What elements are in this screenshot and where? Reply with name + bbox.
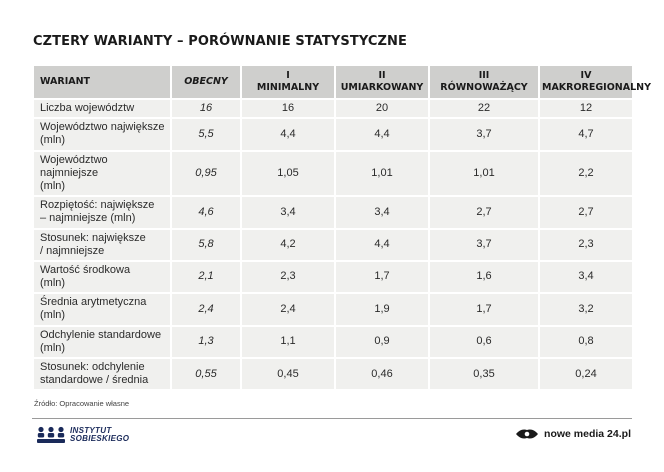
table-cell: 2,2 xyxy=(539,151,633,197)
table-cell: 4,7 xyxy=(539,118,633,150)
page-title: CZTERY WARIANTY – PORÓWNANIE STATYSTYCZNE xyxy=(33,34,407,49)
row-label-line: Stosunek: odchylenie xyxy=(40,361,145,373)
table-cell: 2,4 xyxy=(171,293,241,325)
table-row xyxy=(33,196,633,228)
table-row xyxy=(33,358,633,390)
row-label-line: (mln) xyxy=(40,277,66,290)
table-cell: 1,7 xyxy=(429,293,539,325)
table-cell: 1,9 xyxy=(335,293,429,325)
column-header xyxy=(171,65,241,99)
row-label-line: Wartość środkowa xyxy=(40,263,131,276)
table-cell: 3,4 xyxy=(539,261,633,293)
table-cell: 2,4 xyxy=(241,293,335,325)
row-label-line: Liczba województw xyxy=(40,102,135,114)
row-label-line: Odchylenie standardowe xyxy=(40,328,162,341)
row-label-line: standardowe / średnia xyxy=(40,374,149,387)
nowe-media-text: nowe media 24.pl xyxy=(544,428,631,440)
table-cell: 1,3 xyxy=(171,326,241,358)
row-label-line: Rozpiętość: największe xyxy=(40,199,155,212)
table-cell: 2,7 xyxy=(539,196,633,228)
column-header xyxy=(429,65,539,99)
column-header-line: I xyxy=(286,70,290,82)
table-cell: 2,1 xyxy=(171,261,241,293)
table-cell: 3,7 xyxy=(429,229,539,261)
row-label xyxy=(33,99,171,118)
table-cell: 3,7 xyxy=(429,118,539,150)
table-cell: 4,6 xyxy=(171,196,241,228)
table-cell: 4,2 xyxy=(241,229,335,261)
table-cell: 4,4 xyxy=(241,118,335,150)
table-cell: 0,55 xyxy=(171,358,241,390)
column-header-line: UMIARKOWANY xyxy=(340,82,424,93)
table-cell: 16 xyxy=(241,99,335,118)
column-header-line: III xyxy=(478,70,490,82)
table-cell: 4,4 xyxy=(335,118,429,150)
row-label-line: – najmniejsze (mln) xyxy=(40,212,136,225)
column-header-line: MAKROREGIONALNY xyxy=(542,82,651,93)
table-row xyxy=(33,99,633,118)
table-cell: 0,9 xyxy=(335,326,429,358)
row-label-line: / najmniejsze xyxy=(40,244,105,257)
source-note: Źródło: Opracowanie własne xyxy=(34,399,130,408)
table-row xyxy=(33,118,633,150)
comparison-table xyxy=(32,64,651,391)
table-row xyxy=(33,261,633,293)
column-header-line: IV xyxy=(580,70,592,82)
table-cell: 0,35 xyxy=(429,358,539,390)
eye-wing-icon xyxy=(515,428,539,440)
table-cell: 0,45 xyxy=(241,358,335,390)
logo-line1: INSTYTUT xyxy=(70,426,112,435)
table-cell: 1,6 xyxy=(429,261,539,293)
row-label-line: (mln) xyxy=(40,179,66,192)
footer-divider xyxy=(32,418,632,419)
table-cell: 3,4 xyxy=(241,196,335,228)
table-cell: 0,8 xyxy=(539,326,633,358)
table-row xyxy=(33,326,633,358)
table-cell: 3,4 xyxy=(335,196,429,228)
table-row xyxy=(33,293,633,325)
people-group-icon xyxy=(36,426,66,444)
row-label xyxy=(33,261,171,293)
table-header xyxy=(33,65,651,99)
table-cell: 1,1 xyxy=(241,326,335,358)
table-cell: 22 xyxy=(429,99,539,118)
column-header xyxy=(241,65,335,99)
table-cell: 16 xyxy=(171,99,241,118)
row-label xyxy=(33,326,171,358)
row-label xyxy=(33,293,171,325)
row-label xyxy=(33,118,171,150)
row-label-line: (mln) xyxy=(40,134,66,147)
row-label xyxy=(33,151,171,197)
column-header-line: II xyxy=(378,70,386,82)
row-label-line: Średnia arytmetyczna xyxy=(40,296,147,309)
table-row xyxy=(33,229,633,261)
column-header xyxy=(335,65,429,99)
column-header-line: OBECNY xyxy=(184,76,228,88)
column-header xyxy=(539,65,651,99)
table-cell: 1,01 xyxy=(335,151,429,197)
table-cell: 2,7 xyxy=(429,196,539,228)
column-header xyxy=(33,65,171,99)
row-label-line: najmniejsze xyxy=(40,166,99,179)
table-cell: 5,8 xyxy=(171,229,241,261)
row-label-line: Stosunek: największe xyxy=(40,231,146,244)
table-body xyxy=(33,99,633,390)
column-header-line: RÓWNOWAŻĄCY xyxy=(440,82,528,93)
table-cell: 12 xyxy=(539,99,633,118)
nowe-media-logo xyxy=(515,426,631,442)
table-cell: 20 xyxy=(335,99,429,118)
table-row xyxy=(33,151,633,197)
row-label-line: Województwo największe xyxy=(40,121,165,134)
table-cell: 5,5 xyxy=(171,118,241,150)
table-cell: 1,01 xyxy=(429,151,539,197)
logo-line2: SOBIESKIEGO xyxy=(70,434,130,443)
table-cell: 1,05 xyxy=(241,151,335,197)
column-header-line: MINIMALNY xyxy=(256,82,320,93)
row-label-line: Województwo xyxy=(40,153,108,166)
row-label xyxy=(33,229,171,261)
table-cell: 0,95 xyxy=(171,151,241,197)
row-label xyxy=(33,358,171,390)
table-cell: 2,3 xyxy=(241,261,335,293)
table-cell: 4,4 xyxy=(335,229,429,261)
instytut-sobieskiego-logo xyxy=(36,424,129,446)
table-cell: 0,6 xyxy=(429,326,539,358)
table-cell: 1,7 xyxy=(335,261,429,293)
table-cell: 0,24 xyxy=(539,358,633,390)
column-header-line: WARIANT xyxy=(40,76,91,88)
table-cell: 3,2 xyxy=(539,293,633,325)
row-label-line: (mln) xyxy=(40,309,66,322)
table-cell: 0,46 xyxy=(335,358,429,390)
row-label-line: (mln) xyxy=(40,341,66,354)
table-cell: 2,3 xyxy=(539,229,633,261)
row-label xyxy=(33,196,171,228)
